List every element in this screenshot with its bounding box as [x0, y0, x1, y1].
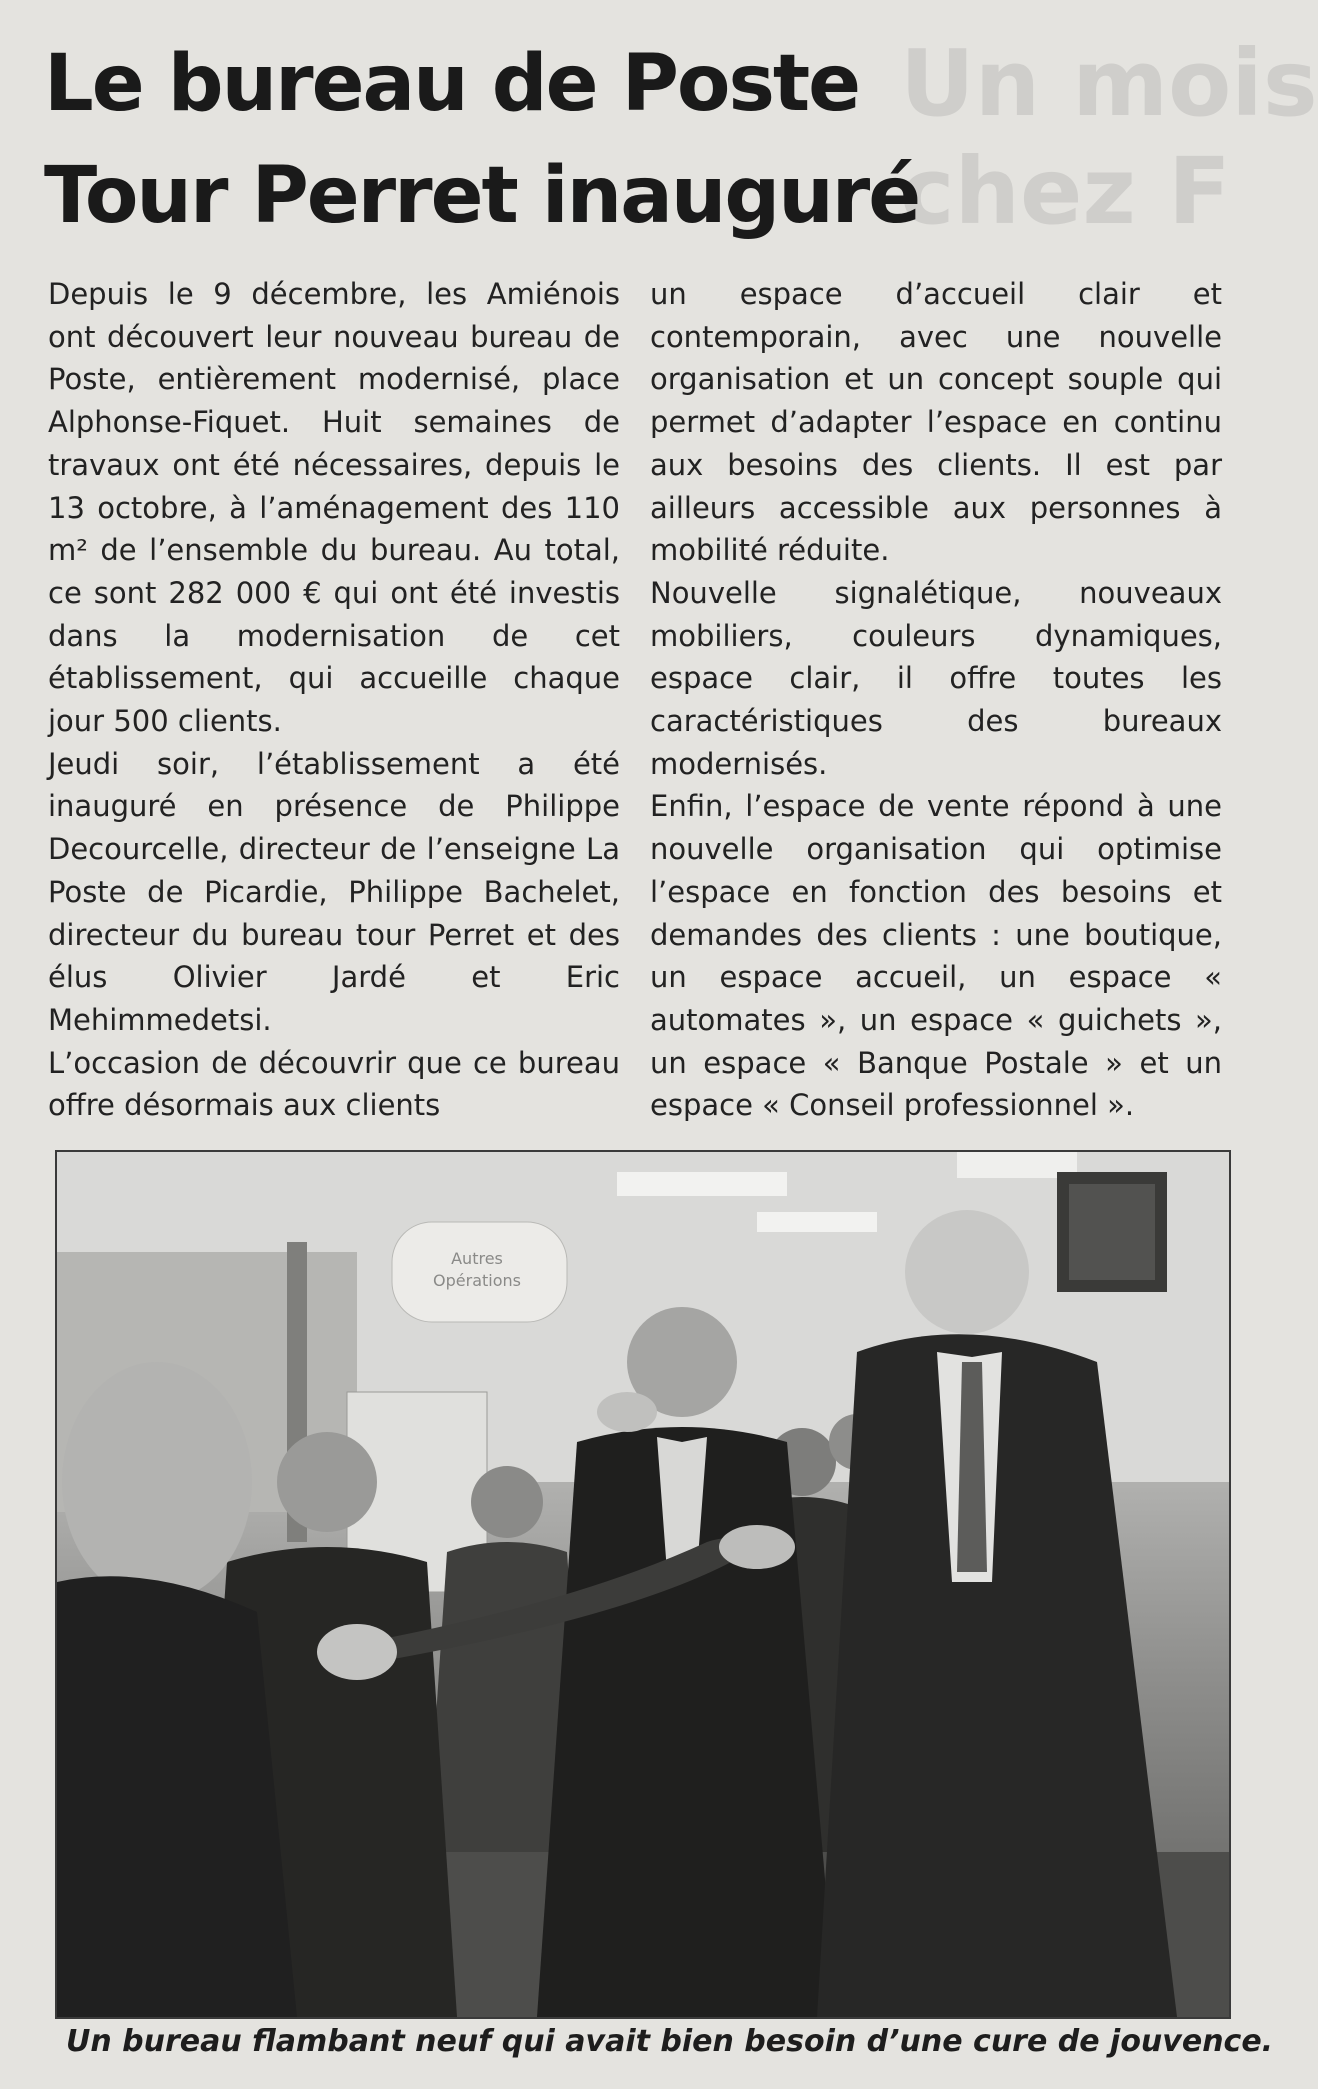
paragraph: Jeudi soir, l’établissement a été inauguré en présence de Philippe Decourcelle, directeur de l’enseigne La Poste de Picardie, Philippe Bachelet, directeur du bureau tour Perret et des élus Olivier Jardé et Eric Mehimmedetsi.: [48, 746, 620, 1037]
hand: [719, 1525, 795, 1569]
ceiling-light: [757, 1212, 877, 1232]
hanging-sign-line: Autres: [451, 1249, 503, 1268]
hand: [597, 1392, 657, 1432]
background-headline-fragment: [900, 30, 1318, 246]
paragraph: Enfin, l’espace de vente répond à une nouvelle organisation qui optimise l’espace en fonction des besoins et demandes des clients : une boutique, un espace accueil, un espace « automates », un espace « guichets », un espace « Banque Postale » et un espace « Conseil professionnel ».: [650, 789, 1222, 1123]
background-headline-line: Un mois: [900, 30, 1318, 137]
ribbon-cutting-illustration: [57, 1152, 1229, 2017]
photo-caption: Un bureau flambant neuf qui avait bien besoin d’une cure de jouvence.: [66, 2024, 1274, 2059]
person-head: [471, 1466, 543, 1538]
paragraph: L’occasion de découvrir que ce bureau offre désormais aux clients: [48, 1045, 620, 1123]
headline-line-2: Tour Perret inauguré: [44, 151, 920, 241]
paragraph: Nouvelle signalétique, nouveaux mobiliers, couleurs dynamiques, espace clair, il offre toutes les caractéristiques des bureaux modernisés.: [650, 575, 1222, 781]
person-head: [905, 1210, 1029, 1334]
article-left-column: [48, 273, 620, 1127]
person-head: [277, 1432, 377, 1532]
background-headline-line: chez F: [900, 138, 1231, 245]
headline-line-1: Le bureau de Poste: [44, 39, 860, 129]
person-head: [62, 1362, 252, 1602]
striped-tie: [957, 1362, 987, 1572]
paragraph: un espace d’accueil clair et contemporain, avec une nouvelle organisation et un concept souple qui permet d’adapter l’espace en continu aux besoins des clients. Il est par ailleurs accessible aux personnes à mobilité réduite.: [650, 277, 1222, 568]
article-right-column: [650, 273, 1222, 1127]
ceiling-light: [617, 1172, 787, 1196]
hand: [317, 1624, 397, 1680]
display-screen-inner: [1069, 1184, 1155, 1280]
article-photo: [55, 1150, 1231, 2019]
article-headline: [44, 28, 919, 252]
hanging-sign-line: Opérations: [433, 1271, 521, 1290]
paragraph: Depuis le 9 décembre, les Amiénois ont découvert leur nouveau bureau de Poste, entièrement modernisé, place Alphonse-Fiquet. Huit semaines de travaux ont été nécessaires, depuis le 13 octobre, à l’aménagement des 110 m² de l’ensemble du bureau. Au total, ce sont 282 000 € qui ont été investis dans la modernisation de cet établissement, qui accueille chaque jour 500 clients.: [48, 277, 620, 739]
